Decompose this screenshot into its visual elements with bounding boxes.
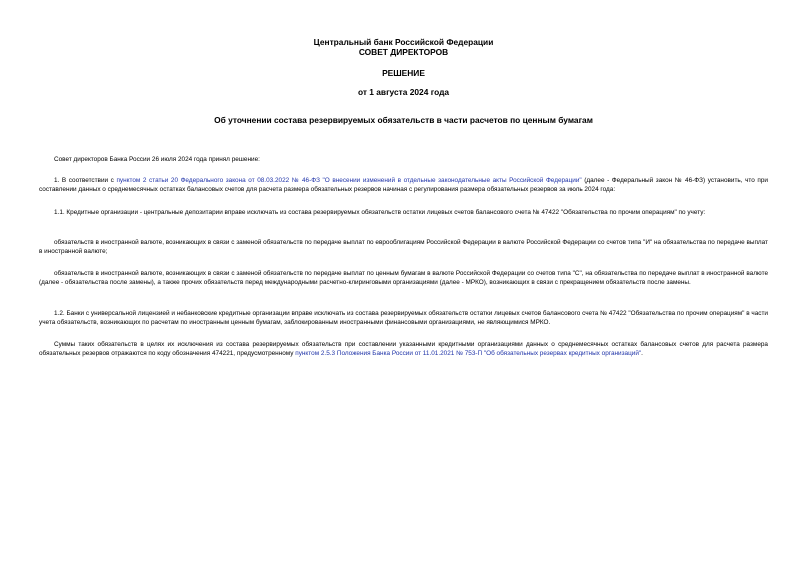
board-name: СОВЕТ ДИРЕКТОРОВ <box>358 47 449 57</box>
paragraph-1-1-item-b: обязательств в иностранной валюте, возникающих в связи с заменой обязательств по передаче выплат по ценным бумагам в валюте Российской Федерации со счетов типа "С", на обязательства по передаче выплат в иностранной валюте (далее - обязательства после замены), а также прочих обязательств перед международными расчетно-клиринговыми организациями (далее - МРКО), возникающих в связи с прекращением обязательств после замены. <box>39 270 768 286</box>
paragraph-2-text-a: Суммы таких обязательств в целях их исключения из состава резервируемых обязательств при составлении указанными кредитными организациями данных о среднемесячных остатках балансовых счетов для расчета размера обязательных резервов отражаются по коду обозначения 474221, предусмотренному <box>39 341 768 357</box>
paragraph-intro: Совет директоров Банка России 26 июля 2024 года принял решение: <box>54 156 260 163</box>
paragraph-2-text-b: . <box>641 349 643 357</box>
paragraph-2 <box>39 341 768 358</box>
doc-type: РЕШЕНИЕ <box>382 68 425 78</box>
paragraph-1-2: 1.2. Банки с универсальной лицензией и небанковские кредитные организации вправе исключать из состава резервируемых обязательств остатки лицевых счетов балансового счета № 47422 "Обязательства по прочим операциям" в части учета обязательств, возникающих по расчетам по иностранным ценным бумагам, заблокированным иностранными финансовыми организациями, не являющимися МРКО. <box>39 310 768 326</box>
regulation-753p-link[interactable]: пунктом 2.5.3 Положения Банка России от 11.01.2021 № 753-П "Об обязательных резервах кредитных организаций" <box>295 349 642 357</box>
paragraph-1-1-item-a: обязательств в иностранной валюте, возникающих в связи с заменой обязательств по передаче выплат по еврооблигациям Российской Федерации в валюте Российской Федерации со счетов типа "И" на обязательства по передаче выплат в иностранной валюте; <box>39 239 768 255</box>
org-name: Центральный банк Российской Федерации <box>313 37 494 47</box>
doc-date: от 1 августа 2024 года <box>357 87 450 97</box>
paragraph-1-1: 1.1. Кредитные организации - центральные депозитарии вправе исключать из состава резервируемых обязательств остатки лицевых счетов балансового счета № 47422 "Обязательства по прочим операциям" по учету: <box>54 209 706 216</box>
paragraph-1-text-b: (далее - Федеральный закон № 46-ФЗ) установить, что при составлении данных о среднемесячных остатках балансовых счетов для расчета размера обязательных резервов начиная с регулирования размера обязательных резервов за июль 2024 года: <box>39 177 768 193</box>
paragraph-1-text-a: 1. В соответствии с <box>54 177 117 184</box>
doc-title: Об уточнении состава резервируемых обязательств в части расчетов по ценным бумагам <box>214 115 593 125</box>
law-46fz-link[interactable]: пунктом 2 статьи 20 Федерального закона от 08.03.2022 № 46-ФЗ "О внесении изменений в отдельные законодательные акты Российской Федерации" <box>116 177 582 184</box>
paragraph-1 <box>39 177 768 194</box>
